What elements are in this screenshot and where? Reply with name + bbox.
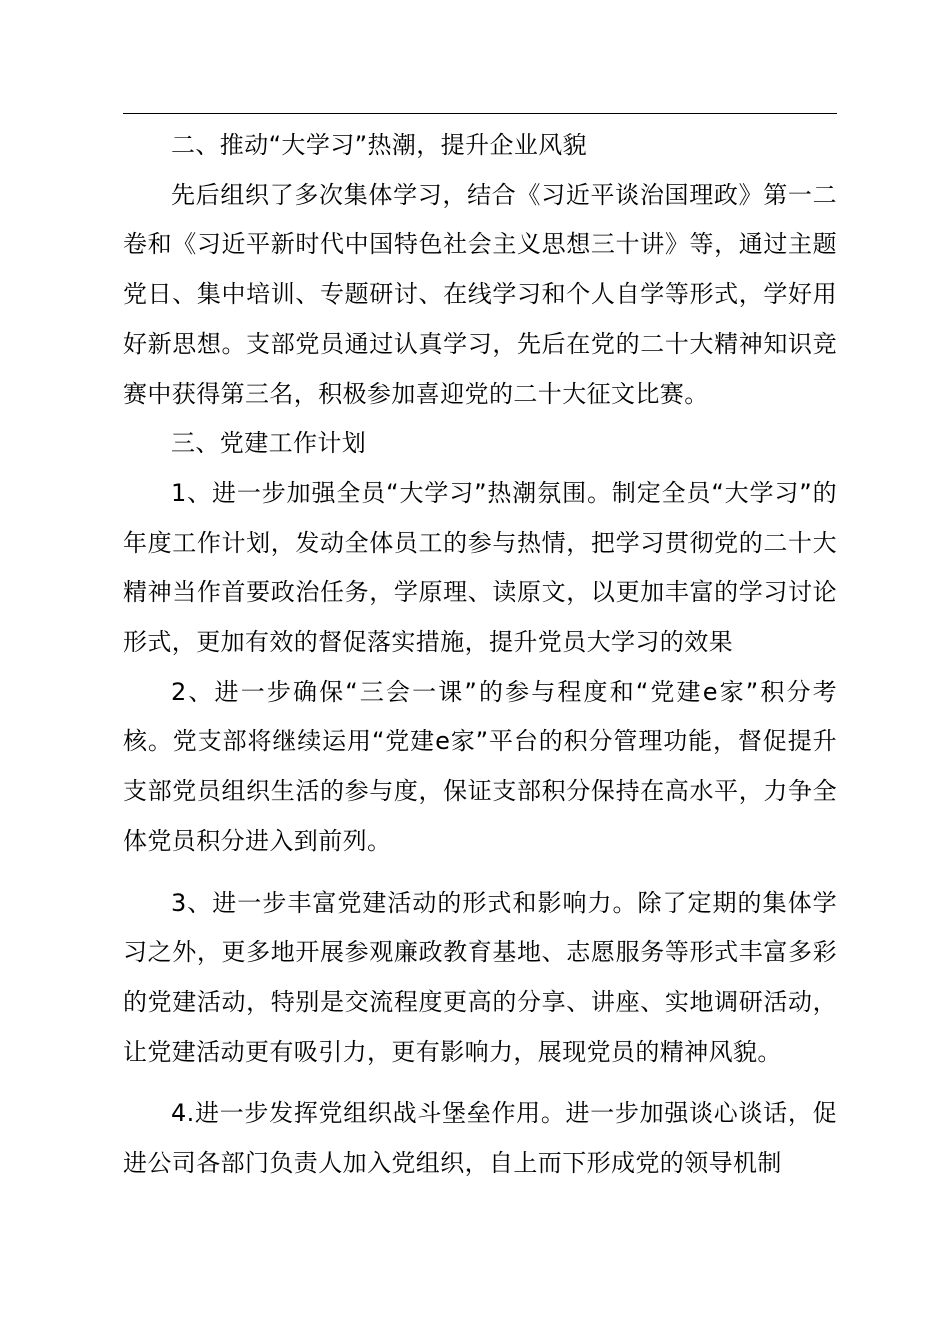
- plan-item-3: 3、进一步丰富党建活动的形式和影响力。除了定期的集体学习之外，更多地开展参观廉政教育基地、志愿服务等形式丰富多彩的党建活动，特别是交流程度更高的分享、讲座、实地调研活动，让党建活动更有吸引力，更有影响力，展现党员的精神风貌。: [123, 888, 837, 1066]
- plan-item-2: 2、进一步确保“三会一课”的参与程度和“党建e家”积分考核。党支部将继续运用“党建e家”平台的积分管理功能，督促提升支部党员组织生活的参与度，保证支部积分保持在高水平，力争全体党员积分进入到前列。: [123, 677, 837, 855]
- document-body: [123, 121, 837, 1189]
- section-heading-2: 二、推动“大学习”热潮，提升企业风貌: [171, 131, 588, 159]
- paragraph-study-activities: 先后组织了多次集体学习，结合《习近平谈治国理政》第一二卷和《习近平新时代中国特色社会主义思想三十讲》等，通过主题党日、集中培训、专题研讨、在线学习和个人自学等形式，学好用好新思想。支部党员通过认真学习，先后在党的二十大精神知识竞赛中获得第三名，积极参加喜迎党的二十大征文比赛。: [123, 180, 837, 408]
- plan-item-4: 4.进一步发挥党组织战斗堡垒作用。进一步加强谈心谈话，促进公司各部门负责人加入党组织，自上而下形成党的领导机制: [123, 1099, 837, 1178]
- plan-item-1: 1、进一步加强全员“大学习”热潮氛围。制定全员“大学习”的年度工作计划，发动全体员工的参与热情，把学习贯彻党的二十大精神当作首要政治任务，学原理、读原文，以更加丰富的学习讨论形式，更加有效的督促落实措施，提升党员大学习的效果: [123, 478, 837, 657]
- section-heading-3: 三、党建工作计划: [171, 429, 367, 458]
- header-divider: [123, 113, 837, 114]
